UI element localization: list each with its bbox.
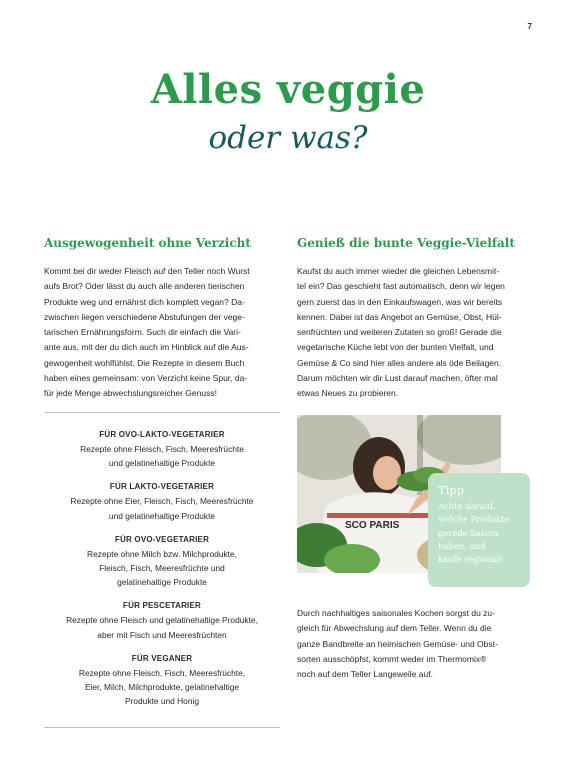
text-line: tarischen Ernährungsform. Such dir einfach die Vari-	[44, 327, 241, 338]
tip-box	[428, 473, 530, 587]
text-line: Produkte weg und ernährst dich komplett vegan? Da-	[44, 296, 245, 307]
diet-item-ovo-lakto	[44, 428, 280, 470]
tip-line: gerade Saison	[438, 527, 499, 538]
right-body-text	[297, 264, 535, 402]
diet-item-veganer	[44, 652, 280, 709]
text-line: tel ein? Das geschieht fast automatisch, denn wir legen	[297, 281, 505, 292]
diet-desc-line: Eier, Milch, Milchprodukte, gelatinehaltige	[84, 682, 240, 693]
page-number: 7	[527, 22, 532, 31]
text-line: Kaufst du auch immer wieder die gleichen Lebensmit-	[297, 266, 500, 276]
diet-item-ovo	[44, 533, 280, 590]
diet-desc-line: und gelatinehaltige Produkte	[108, 458, 216, 469]
left-column	[44, 236, 284, 402]
diet-desc-line: und gelatinehaltige Produkte	[108, 510, 216, 521]
text-line: gern zuerst das in den Einkaufswagen, was wir bereits	[297, 296, 503, 307]
diet-desc-line: Rezepte ohne Fleisch, Fisch, Meeresfrüchte	[80, 444, 244, 454]
text-line: vegetarische Küche lebt von der bunten Vielfalt, und	[297, 342, 494, 353]
divider-top	[44, 412, 280, 413]
text-line: Durch nachhaltiges saisonales Kochen sorgst du zu-	[297, 608, 495, 618]
text-line: senfrüchten und weiteren Zutaten so groß! Gerade die	[297, 327, 502, 338]
left-section-heading: Ausgewogenheit ohne Verzicht	[44, 236, 251, 250]
text-line: Darum möchten wir dir Lust darauf machen, öfter mal	[297, 373, 498, 384]
tip-title: Tipp	[438, 483, 465, 497]
text-line: etwas Neues zu probieren.	[297, 388, 399, 399]
diet-title: FÜR OVO-VEGETARIER	[114, 534, 210, 544]
text-line: Kommt bei dir weder Fleisch auf den Teller noch Wurst	[44, 266, 250, 276]
text-line: sorten ausschöpfst, kommt weder im Thermomix®	[297, 653, 487, 664]
text-line: für jede Menge abwechslungsreicher Genuss!	[44, 388, 217, 399]
page-subtitle: oder was?	[208, 120, 368, 156]
diet-desc-line: Rezepte ohne Fleisch und gelatinehaltige Produkte,	[66, 615, 258, 626]
diet-title: FÜR OVO-LAKTO-VEGETARIER	[99, 430, 225, 439]
left-body-text	[44, 264, 284, 402]
diet-desc-line: Fleisch, Fisch, Meeresfrüchte und	[99, 563, 225, 574]
tip-text	[438, 500, 520, 566]
tip-line: Achte darauf,	[438, 501, 496, 511]
diet-desc-line: aber mit Fisch und Meeresfrüchten	[97, 629, 227, 640]
right-bottom-text	[297, 606, 535, 682]
page-title: Alles veggie	[150, 66, 426, 113]
tip-line: kaufe regional!	[438, 554, 503, 565]
text-line: zwischen liegen verschiedene Abstufungen der vege-	[44, 311, 245, 322]
text-line: haben eines gemeinsam: von Verzicht keine Spur, da-	[44, 373, 248, 384]
diet-list	[44, 428, 280, 718]
divider-bottom	[44, 727, 280, 728]
diet-desc-line: Rezepte ohne Fleisch, Fisch, Meeresfrüchte,	[78, 667, 246, 678]
text-line: noch auf dem Teller Langeweile auf.	[297, 669, 433, 680]
right-section-heading: Genieß die bunte Veggie-Vielfalt	[297, 236, 515, 250]
diet-desc-line: Rezepte ohne Milch bzw. Milchprodukte,	[87, 548, 237, 559]
diet-desc-line: Rezepte ohne Eier, Fleisch, Fisch, Meeresfrüchte	[70, 496, 254, 507]
diet-item-pescetarier	[44, 599, 280, 641]
text-line: gleich für Abwechslung auf dem Teller. Wenn du die	[297, 623, 492, 634]
right-column	[297, 236, 535, 402]
tip-line: haben, und	[438, 540, 486, 551]
text-line: ganze Bandbreite an heimischen Gemüse- und Obst-	[297, 638, 498, 649]
text-line: gewogenheit wohlfühlst. Die Rezepte in diesem Buch	[44, 357, 245, 368]
text-line: ante aus, mit der du dich auch im Hinblick auf die Aus-	[44, 342, 249, 353]
diet-desc-line: gelatinehaltige Produkte	[117, 577, 207, 588]
text-line: aufs Brot? Oder lässt du auch alle anderen tierischen	[44, 281, 245, 292]
diet-title: FÜR LAKTO-VEGETARIER	[109, 482, 215, 492]
text-line: Gemüse & Co sind hier alles andere als öde Beilagen.	[297, 357, 502, 368]
text-line: kennen. Dabei ist das Angebot an Gemüse, Obst, Hül-	[297, 311, 502, 322]
diet-item-lakto	[44, 480, 280, 522]
tip-line: welche Produkte	[438, 514, 510, 525]
shirt-text: SCO PARIS	[345, 520, 400, 531]
diet-title: FÜR PESCETARIER	[123, 601, 201, 611]
diet-desc-line: Produkte und Honig	[124, 696, 200, 707]
diet-title: FÜR VEGANER	[131, 653, 193, 663]
